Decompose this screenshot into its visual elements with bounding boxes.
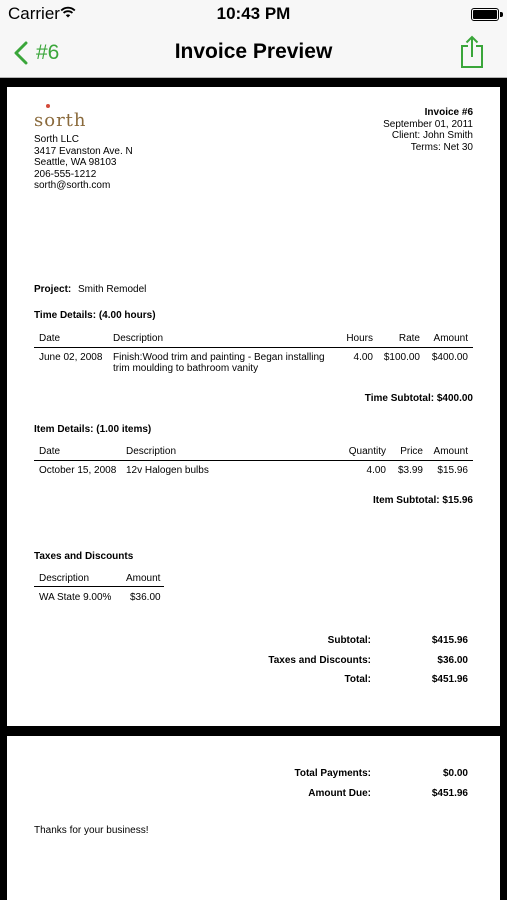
time-subtotal: Time Subtotal: $400.00 [364, 393, 473, 404]
taxes-title: Taxes and Discounts [34, 551, 134, 562]
status-bar [0, 0, 507, 28]
time-row-description-line-1: Finish:Wood trim and painting - Began installing [113, 352, 325, 363]
logo-text: sorth [34, 110, 87, 131]
total-payments-label: Total Payments: [294, 768, 371, 779]
invoice-header [383, 107, 473, 153]
time-row-rate: $100.00 [383, 352, 420, 363]
footer-note: Thanks for your business! [34, 825, 149, 836]
taxes-header-description: Description [39, 573, 90, 584]
total-value: $451.96 [431, 674, 468, 685]
taxes-row-description: WA State 9.00% [39, 592, 112, 603]
company-address-2: Seattle, WA 98103 [34, 157, 117, 168]
item-row-description: 12v Halogen bulbs [126, 465, 209, 476]
item-header-quantity: Quantity [348, 446, 386, 457]
item-header-date: Date [39, 446, 61, 457]
amount-due-value: $451.96 [431, 788, 468, 799]
navigation-bar [0, 28, 507, 78]
subtotal-value: $415.96 [431, 635, 468, 646]
invoice-number: Invoice #6 [424, 107, 473, 118]
item-row-date: October 15, 2008 [39, 465, 117, 476]
company-logo [34, 110, 87, 131]
company-email: sorth@sorth.com [34, 180, 111, 191]
time-header-amount: Amount [433, 333, 468, 344]
time-header-rate: Rate [398, 333, 420, 344]
time-row-date: June 02, 2008 [39, 352, 103, 363]
item-row-quantity: 4.00 [366, 465, 386, 476]
time-header-hours: Hours [346, 333, 373, 344]
item-row-amount: $15.96 [437, 465, 468, 476]
item-header-description: Description [126, 446, 177, 457]
taxes-header-amount: Amount [126, 573, 161, 584]
project-label: Project: [34, 284, 72, 295]
invoice-terms: Terms: Net 30 [410, 141, 473, 153]
invoice-page-2 [7, 736, 500, 900]
item-header-amount: Amount [433, 446, 468, 457]
total-payments-value: $0.00 [442, 768, 468, 779]
subtotal-label: Subtotal: [327, 635, 371, 646]
logo-dot [46, 104, 50, 108]
item-subtotal: Item Subtotal: $15.96 [372, 495, 473, 506]
taxes-total-value: $36.00 [437, 655, 468, 666]
carrier-label: Carrier [8, 4, 60, 23]
total-label: Total: [344, 674, 371, 685]
back-label: #6 [36, 41, 60, 64]
invoice-client: Client: John Smith [391, 130, 473, 141]
amount-due-label: Amount Due: [308, 788, 371, 799]
time-details-title: Time Details: (4.00 hours) [34, 310, 156, 321]
clock: 10:43 PM [216, 4, 291, 23]
item-row-price: $3.99 [397, 465, 423, 476]
taxes-row-amount: $36.00 [130, 592, 161, 603]
taxes-header-rule [34, 586, 164, 587]
item-header-price: Price [400, 446, 423, 457]
company-phone: 206-555-1212 [34, 168, 97, 180]
time-row-amount: $400.00 [431, 352, 468, 363]
time-header-date: Date [39, 333, 61, 344]
company-info [34, 134, 133, 192]
time-header-rule [34, 347, 473, 348]
invoice-date: September 01, 2011 [383, 118, 473, 130]
invoice-page-1 [7, 87, 500, 726]
taxes-total-label: Taxes and Discounts: [268, 655, 371, 666]
project-value: Smith Remodel [78, 284, 147, 295]
item-header-rule [34, 460, 473, 461]
company-name: Sorth LLC [34, 134, 80, 145]
project-line [34, 284, 146, 295]
battery-icon [471, 8, 499, 21]
share-icon[interactable] [459, 35, 485, 69]
page-title: Invoice Preview [174, 40, 333, 63]
time-header-description: Description [113, 333, 164, 344]
time-row-description-line-2: trim moulding to bathroom vanity [113, 363, 259, 374]
company-address-1: 3417 Evanston Ave. N [34, 145, 133, 157]
time-row-hours: 4.00 [353, 352, 373, 363]
item-details-title: Item Details: (1.00 items) [34, 424, 152, 435]
